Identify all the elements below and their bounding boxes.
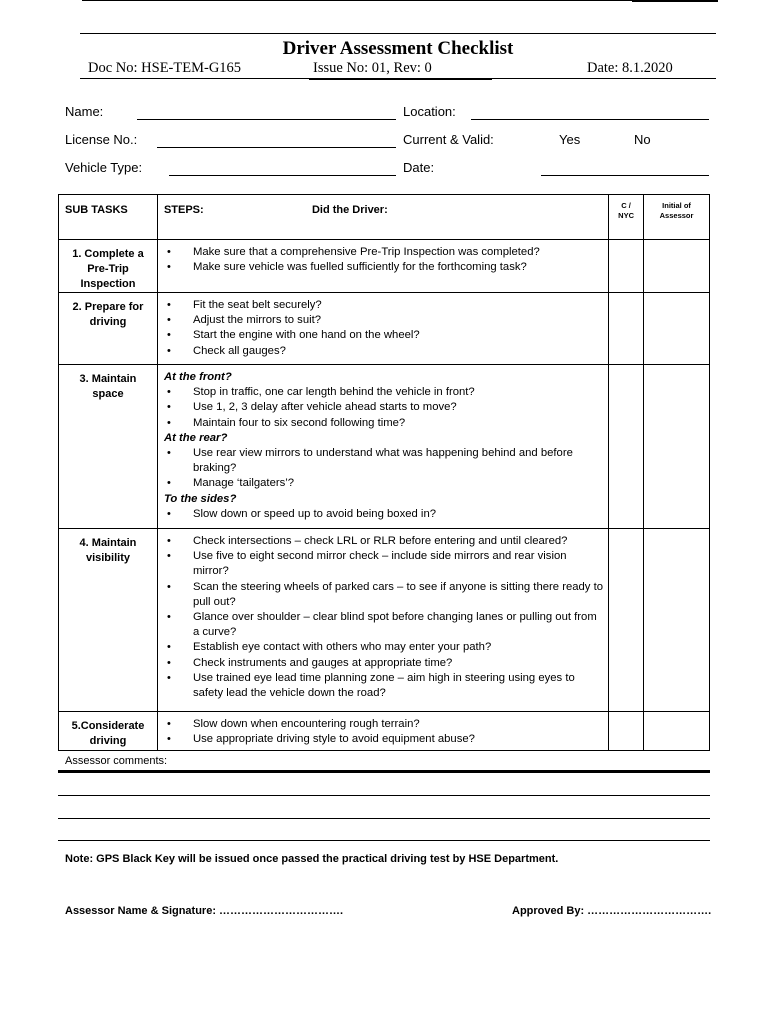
- cnyc-cell[interactable]: [609, 365, 644, 529]
- step-item: • Manage ‘tailgaters’?: [164, 476, 604, 491]
- table-row: [59, 712, 710, 751]
- steps-cell: [157, 529, 608, 712]
- step-item: • Establish eye contact with others who may enter your path?: [164, 640, 604, 655]
- steps-cell: [157, 240, 608, 293]
- table-row: [59, 240, 710, 293]
- step-item: • Fit the seat belt securely?: [164, 298, 604, 313]
- sub-task-label: 2. Prepare for: [72, 301, 144, 313]
- col-steps: [157, 195, 608, 240]
- sub-task-cell: [59, 293, 158, 365]
- license-field[interactable]: [157, 147, 396, 148]
- step-list: [164, 534, 604, 701]
- sub-task-label: 5.Considerate: [71, 720, 145, 732]
- no-option[interactable]: No: [634, 132, 651, 147]
- step-item: • Make sure that a comprehensive Pre-Trip Inspection was completed?: [164, 245, 604, 260]
- step-item: • Scan the steering wheels of parked cars – to see if anyone is sitting there ready to pull out?: [164, 580, 604, 610]
- step-list: [164, 507, 604, 522]
- step-item: • Use trained eye lead time planning zone – aim high in steering using eyes to safety lead the vehicle down the road?: [164, 671, 604, 701]
- sub-task-label: driving: [89, 316, 127, 328]
- sub-task-cell: [59, 712, 158, 751]
- step-item: • Make sure vehicle was fuelled sufficiently for the forthcoming task?: [164, 260, 604, 275]
- step-list: [164, 298, 604, 359]
- sub-task-label: Inspection: [80, 278, 136, 290]
- issue-number: Issue No: 01, Rev: 0: [313, 60, 432, 77]
- step-item: • Stop in traffic, one car length behind the vehicle in front?: [164, 385, 604, 400]
- step-item: • Use appropriate driving style to avoid equipment abuse?: [164, 732, 604, 747]
- assessor-initial-cell[interactable]: [644, 365, 710, 529]
- sub-task-label: driving: [89, 735, 127, 747]
- license-label: License No.:: [65, 132, 138, 147]
- assessor-initial-cell[interactable]: [644, 240, 710, 293]
- doc-number: Doc No: HSE-TEM-G165: [88, 60, 242, 76]
- step-item: • Check all gauges?: [164, 344, 604, 359]
- top-rule-block: [632, 0, 718, 2]
- section-heading: At the rear?: [163, 431, 228, 444]
- table-row: [59, 529, 710, 712]
- step-item: • Use rear view mirrors to understand what was happening behind and before braking?: [164, 446, 604, 476]
- step-item: • Glance over shoulder – clear blind spot before changing lanes or pulling out from a curve?: [164, 610, 604, 640]
- cnyc-cell[interactable]: [609, 293, 644, 365]
- sub-task-cell: [59, 365, 158, 529]
- yes-option[interactable]: Yes: [559, 132, 581, 147]
- location-field[interactable]: [471, 119, 709, 120]
- col-cnyc: C / NYC: [609, 195, 644, 240]
- steps-cell: [157, 712, 608, 751]
- step-list: [164, 385, 604, 431]
- comment-line-2[interactable]: [58, 818, 710, 819]
- document-date: Date: 8.1.2020: [587, 60, 673, 76]
- name-field[interactable]: [137, 119, 396, 120]
- table-row: [59, 365, 710, 529]
- current-valid-label: Current & Valid:: [403, 132, 494, 147]
- sub-task-label: 3. Maintain: [79, 373, 137, 385]
- steps-cell: [157, 293, 608, 365]
- col-steps-label: STEPS:: [163, 204, 204, 216]
- step-item: • Check instruments and gauges at appropriate time?: [164, 656, 604, 671]
- cnyc-cell[interactable]: [609, 529, 644, 712]
- assessor-initial-cell[interactable]: [644, 529, 710, 712]
- comments-divider: [58, 770, 710, 773]
- sub-task-cell: [59, 529, 158, 712]
- step-list: [164, 717, 604, 747]
- vehicle-type-field[interactable]: [169, 175, 396, 176]
- table-header-row: [59, 195, 710, 240]
- sub-task-label: 1. Complete a: [72, 248, 144, 260]
- col-did-the-driver: Did the Driver:: [311, 204, 388, 216]
- section-heading: At the front?: [163, 371, 232, 383]
- step-item: • Check intersections – check LRL or RLR before entering and until cleared?: [164, 534, 604, 549]
- col-sub-tasks: SUB TASKS: [59, 195, 158, 240]
- assessor-comments-label: Assessor comments:: [65, 755, 168, 767]
- step-item: • Slow down or speed up to avoid being boxed in?: [164, 507, 604, 522]
- assessor-signature[interactable]: Assessor Name & Signature: …………………………….: [65, 905, 344, 917]
- step-list: [164, 446, 604, 492]
- sub-task-label: Pre-Trip: [87, 263, 129, 275]
- date-field[interactable]: [541, 175, 709, 176]
- sub-task-label: space: [92, 388, 124, 400]
- sub-task-label: visibility: [85, 552, 130, 564]
- sub-task-label: 4. Maintain: [79, 537, 137, 549]
- comment-line-1[interactable]: [58, 795, 710, 796]
- document-title: Driver Assessment Checklist: [282, 38, 514, 59]
- assessor-initial-cell[interactable]: [644, 293, 710, 365]
- approved-by[interactable]: Approved By: …………………………….: [512, 905, 712, 917]
- step-item: • Use five to eight second mirror check – include side mirrors and rear vision mirror?: [164, 549, 604, 579]
- document-header: [80, 33, 716, 79]
- date-label: Date:: [403, 160, 435, 175]
- steps-cell: [157, 365, 608, 529]
- col-initial-of-assessor: Initial of Assessor: [644, 195, 710, 240]
- vehicle-type-label: Vehicle Type:: [65, 160, 143, 175]
- section-heading: To the sides?: [163, 492, 237, 505]
- checklist-table: [58, 194, 710, 751]
- cnyc-cell[interactable]: [609, 240, 644, 293]
- step-item: • Start the engine with one hand on the wheel?: [164, 328, 604, 343]
- step-item: • Use 1, 2, 3 delay after vehicle ahead starts to move?: [164, 400, 604, 415]
- top-rule: [82, 0, 718, 1]
- gps-note: Note: GPS Black Key will be issued once passed the practical driving test by HSE Department.: [65, 853, 559, 865]
- step-item: • Adjust the mirrors to suit?: [164, 313, 604, 328]
- cnyc-cell[interactable]: [609, 712, 644, 751]
- assessor-initial-cell[interactable]: [644, 712, 710, 751]
- step-list: [164, 245, 604, 275]
- step-item: • Slow down when encountering rough terrain?: [164, 717, 604, 732]
- comment-line-3[interactable]: [58, 840, 710, 841]
- name-label: Name:: [65, 104, 104, 119]
- sub-task-cell: [59, 240, 158, 293]
- location-label: Location:: [403, 104, 456, 119]
- step-item: • Maintain four to six second following time?: [164, 416, 604, 431]
- table-row: [59, 293, 710, 365]
